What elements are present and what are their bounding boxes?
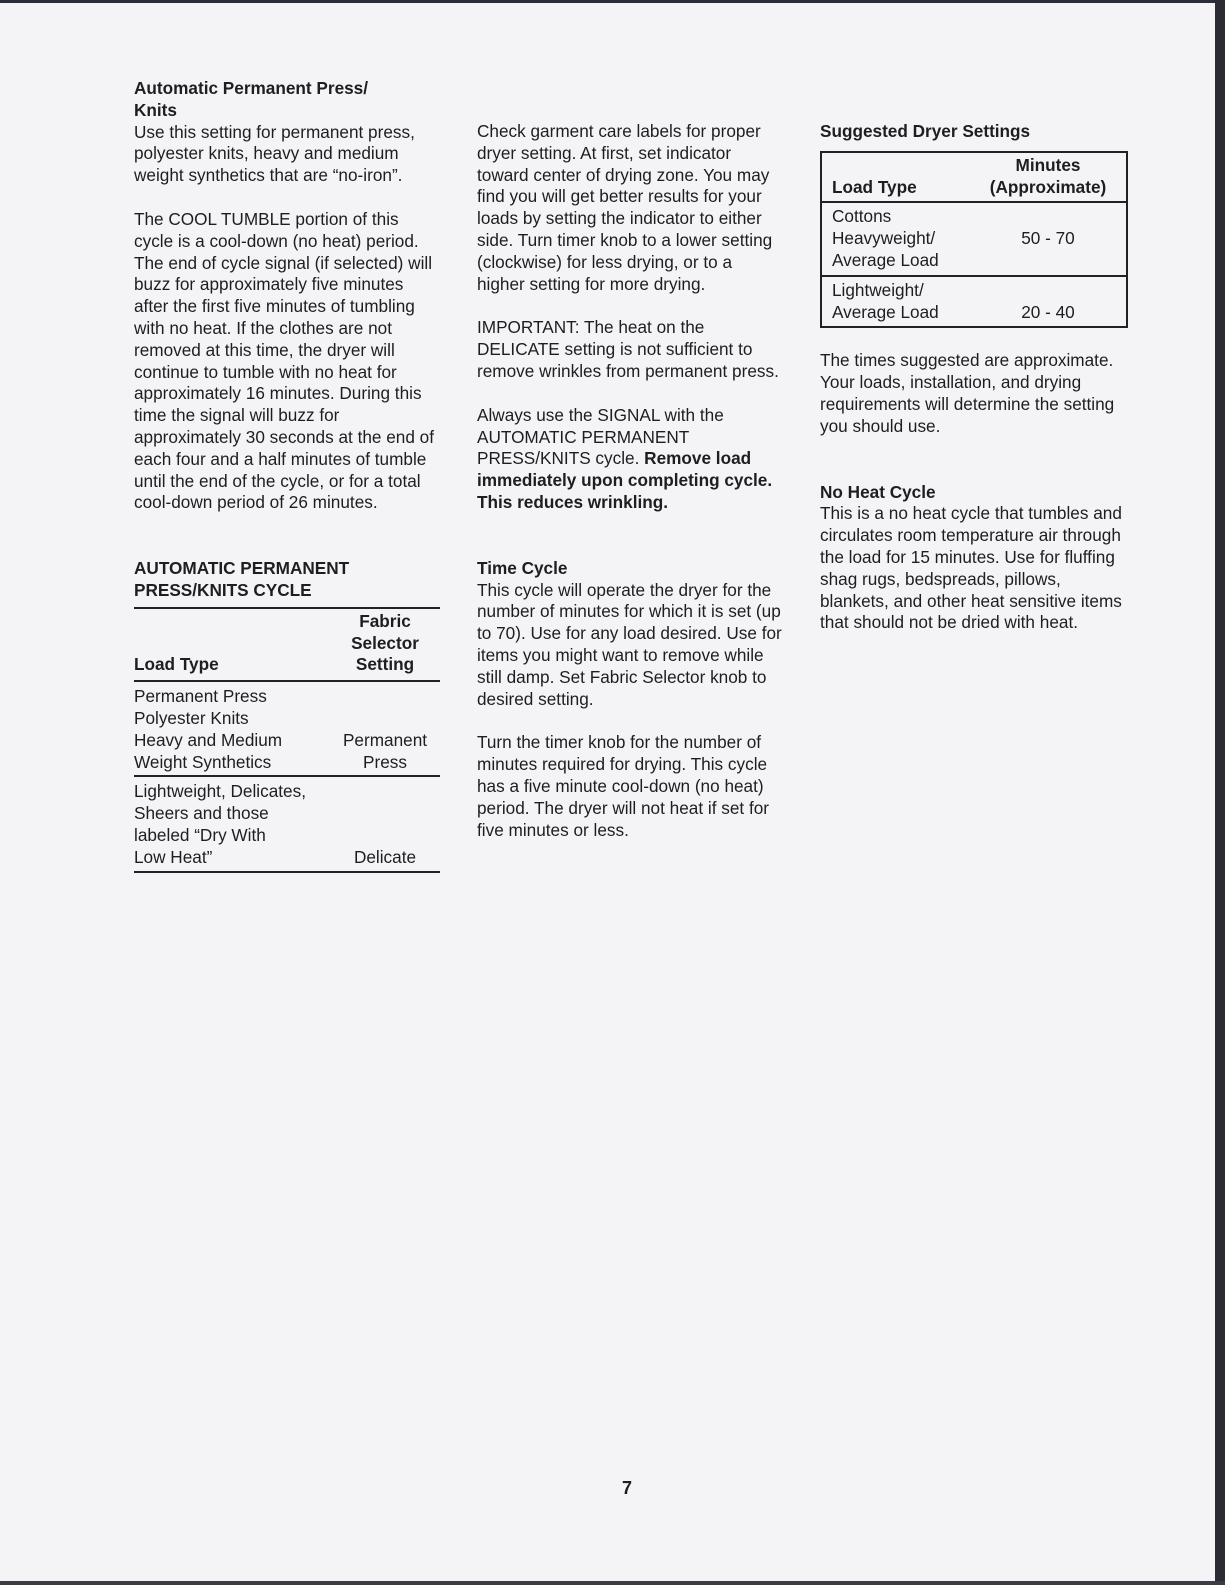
page-number: 7 — [621, 1478, 632, 1498]
timer-knob-paragraph: Turn the timer knob for the number of minutes required for drying. This cycle has a five minute cool-down (no heat) period. The dryer will not heat if set for five minutes or less. — [477, 732, 770, 840]
load-line: Lightweight/ — [832, 279, 924, 300]
minutes-cell: 50 - 70 — [1021, 228, 1075, 249]
apk-table-title-line-2: PRESS/KNITS CYCLE — [134, 579, 312, 600]
signal-bold-text: Remove load immediately upon completing cycle. This reduces wrinkling. — [477, 448, 773, 512]
load-line: Heavyweight/ — [832, 228, 936, 249]
load-type-cell — [134, 776, 330, 871]
setting-line-1: Permanent — [342, 729, 428, 750]
load-line: Sheers and those — [134, 803, 269, 824]
column-left — [134, 78, 440, 873]
table-row — [821, 276, 1127, 328]
load-type-cell — [134, 681, 330, 776]
table-row — [134, 776, 440, 871]
apk-heading-line-2: Knits — [134, 99, 177, 120]
column-middle — [477, 121, 783, 863]
check-labels-paragraph: Check garment care labels for proper dryer setting. At first, set indicator toward center of drying zone. You may find you will get better results for your loads by setting the indicator to either side. Turn timer knob to a lower setting (clockwise) for less drying, or to a higher setting for more drying. — [477, 121, 773, 294]
load-line: labeled “Dry With — [134, 824, 266, 845]
load-line: Weight Synthetics — [134, 751, 272, 772]
times-note-paragraph: The times suggested are approximate. Your loads, installation, and drying requirements will determine the setting you should use. — [820, 350, 1115, 436]
table-header-row — [821, 152, 1127, 203]
cool-tumble-paragraph: The COOL TUMBLE portion of this cycle is a cool-down (no heat) period. The end of cycle signal (if selected) will buzz for approximately five minutes after the first five minutes of tumbling with no heat. If the clothes are not removed at this time, the dryer will continue to tumble with no heat for approximately 16 minutes. During this time the signal will buzz for approximately 30 seconds at the end of each four and a half minutes of tumble until the end of the cycle, or for a total cool-down period of 26 minutes. — [134, 208, 435, 513]
suggested-settings-heading: Suggested Dryer Settings — [820, 121, 1031, 141]
time-cycle-paragraph: This cycle will operate the dryer for the number of minutes for which it is set (up to 70). Use for any load desired. Use for items you might want to remove while still damp. Set Fabric Selector knob to desired setting. — [477, 579, 782, 709]
header-minutes — [968, 152, 1127, 203]
load-line: Lightweight, Delicates, — [134, 781, 306, 802]
time-cycle-heading: Time Cycle — [477, 557, 568, 578]
table-header-row — [134, 608, 440, 681]
minutes-cell: 20 - 40 — [1021, 301, 1075, 322]
column-right — [820, 121, 1128, 656]
header-load-type: Load Type — [134, 654, 219, 675]
setting-cell — [330, 776, 440, 871]
scan-bottom-edge — [0, 1581, 1225, 1585]
important-paragraph: IMPORTANT: The heat on the DELICATE setting is not sufficient to remove wrinkles from permanent press. — [477, 317, 779, 381]
no-heat-heading: No Heat Cycle — [820, 481, 936, 502]
header-minutes-line-2: (Approximate) — [989, 176, 1107, 197]
load-line: Average Load — [832, 301, 939, 322]
setting-cell — [330, 681, 440, 776]
header-setting-line-2: Selector — [351, 632, 419, 653]
header-setting-line-3: Setting — [355, 654, 415, 675]
scan-top-edge — [0, 0, 1225, 3]
load-line: Low Heat” — [134, 846, 213, 867]
header-setting-line-1: Fabric — [359, 610, 411, 631]
setting-line-2: Press — [363, 751, 407, 772]
header-load-type: Load Type — [832, 176, 917, 197]
apk-heading-line-1: Automatic Permanent Press/ — [134, 78, 369, 98]
load-line: Average Load — [832, 249, 939, 270]
table-row — [134, 681, 440, 776]
load-line: Permanent Press — [134, 686, 267, 707]
load-line: Heavy and Medium — [134, 729, 283, 750]
apk-settings-table — [134, 607, 440, 873]
signal-paragraph — [477, 405, 783, 514]
load-line: Cottons — [832, 206, 892, 227]
header-minutes-line-1: Minutes — [1015, 154, 1081, 175]
apk-table-title-line-1: AUTOMATIC PERMANENT — [134, 558, 350, 579]
load-type-cell — [821, 276, 968, 328]
no-heat-paragraph: This is a no heat cycle that tumbles and circulates room temperature air through the load for 15 minutes. Use for fluffing shag rugs, bedspreads, pillows, blankets, and other heat sensitive items that should not be dried with heat. — [820, 503, 1122, 633]
header-fabric-selector-setting — [330, 608, 440, 681]
setting-line-1: Delicate — [353, 846, 417, 867]
apk-intro-paragraph: Use this setting for permanent press, polyester knits, heavy and medium weight synthetics that are “no-iron”. — [134, 121, 415, 186]
load-type-cell — [821, 202, 968, 275]
load-line: Polyester Knits — [134, 707, 249, 728]
table-row — [821, 202, 1127, 275]
signal-text: Always use the SIGNAL with the AUTOMATIC PERMANENT PRESS/KNITS cycle. — [477, 404, 724, 469]
suggested-settings-table — [820, 151, 1128, 329]
scan-right-edge — [1215, 0, 1225, 1585]
